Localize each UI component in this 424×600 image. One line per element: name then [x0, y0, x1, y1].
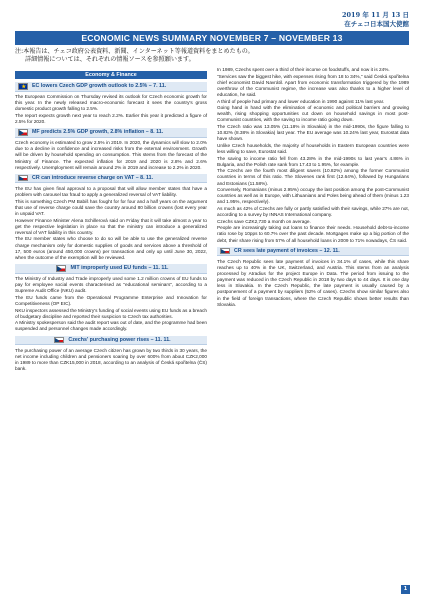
czech-flag-icon: [220, 248, 230, 255]
czech-flag-icon: [18, 175, 28, 182]
article-paragraph: The Czech Republic sees late payment of invoices in 34.1% of cases, while this share reaches up to 40% in the UK, Switzerland, and Austria. This stems from an analysis processed by Atradius for the project Europe in Data. The period from issuing to the payment was reduced in the Czech Republic in 2018 by two days to 44 days. It is one day less in Slovakia. In the Czech Republic, the late payment is usually caused by a postponement of a payment by suppliers (52% of cases). Czechs show similar figures also in the field of foreign transactions, where the Czech Republic shows better results than Slovakia.: [217, 258, 409, 307]
article-paragraph: The Czechs are the fourth most diligent savers (10.82%) among the former Communist countries in terms of this ratio. The Slovenes rank first (12.64%), followed by Hungarians and Estonians (11.58%).: [217, 168, 409, 186]
article-paragraph: This is something Czech PM Babiš has fought for for four and a half years on the argument that use of reverse charge could save the country around 80 billion crowns (lost every year in unpaid VAT.: [15, 198, 207, 216]
article-paragraph: The EU has given final approval to a proposal that will allow member states that have a problem with carousel tax fraud to apply a generalized reversal of VAT liability.: [15, 185, 207, 198]
article-paragraph: "Services saw the biggest hike, with expenses rising from 18 to 34%," said Česká spořitelna chief economist David Navrátil. Apart from economic transformation triggered by the 1989 overthrow of the Communist regime, the increase was also thanks to a higher level of education, he said.: [217, 73, 409, 98]
note-line-2: 詳細情報については、それぞれの情報ソースを参照願います。: [25, 55, 195, 63]
article-paragraph: The Ministry of Industry and Trade improperly used some 1.2 million crowns of EU funds to pay for employee social events characterised as "educational seminars", according to a Supreme Audit Office (NKU) audit.: [15, 276, 207, 294]
article-paragraph: The EU funds came from the Operational Programme Enterprise and Innovation for Competitiveness (OP EIC).: [15, 294, 207, 307]
article-paragraph: Czechs save CZK2,730 a month on average.: [217, 218, 311, 224]
czech-flag-icon: [54, 337, 64, 344]
article-header-gdp-outlook: [15, 82, 207, 92]
article-paragraph: Czech economy is estimated to grow 2.5% in 2019. In 2020, the dynamics will slow to 2.0% due to a decline in confidence and increased risks from the external environment. Growth will be driven by household spending on consumption. This stems from the forecast of the Ministry of Finance. The expected inflation for 2019 and 2020 is 2.8% and 2.6% respectively. Unemployment will remain around 2% in 2019 and increase to 2.2% in 2020.: [15, 140, 207, 170]
article-paragraph: The European Commission on Thursday revised its outlook for Czech economic growth for this year. In the newly released macro-economic forecast it sees the country's gross domestic product growth falling to 2.5%.: [15, 94, 207, 112]
article-paragraph: The purchasing power of an average Czech citizen has grown by two thirds in 30 years, the net income including children and pensioners soaring by over 600% from about CZK2,000 in 1989 to more than CZK15,000 in 2018, according to an analysis of Česká spořitelna (ČS) bank.: [15, 347, 207, 372]
article-headline: Czechs' purchasing power rises – 11. 11.: [68, 336, 171, 343]
article-header-purchasing-power: [15, 336, 207, 346]
report-date: 2019 年 11 月 13 日: [342, 11, 409, 19]
article-paragraph: As much as 42% of Czechs are fully or partly satisfied with their savings, while 27% are not, according to a survey by INNAS International company.: [217, 205, 409, 218]
article-paragraph: The saving to income ratio fell from 43.28% in the mid-1990s to last year's 4.86% in Bulgaria, and the Polish rate sank from 17.43 to 1.95%, for example.: [217, 155, 409, 167]
embassy-name: 在チェコ日本国大使館: [344, 20, 409, 28]
article-paragraph: People are increasingly taking out loans to finance their needs. Household debt-to-income ratio rose by 10pps to 60.7% over the past decade. Mortgages make up a big portion of the debt, their share rising from 57% of all household loans in 2009 to 71% nowadays, ČS said.: [217, 225, 409, 243]
article-headline: CR can introduce reverse charge on VAT – 8. 11.: [32, 175, 154, 182]
left-column: [15, 71, 207, 373]
article-headline: MF predicts 2.5% GDP growth, 2.8% inflation – 8. 11.: [32, 129, 164, 136]
article-paragraph: The EU member states who choose to do so will be able to use the generalized reverse charge mechanism only for domestic supplies of goods and services above a threshold of 17, 500 euros (around 450,000 crowns) per transaction and only up until June 30, 2022, when the outcome of the exemption will be reviewed.: [15, 236, 207, 260]
article-headline: EC lowers Czech GDP growth outlook to 2.5% – 7. 11.: [32, 83, 167, 90]
article-header-late-payments: [217, 247, 409, 257]
article-paragraph: A Ministry spokesperson said the audit report was out of date, and the programme had been suspended and personnel changes made accordingly.: [15, 320, 207, 332]
article-header-mf-forecast: [15, 128, 207, 138]
category-heading: Economy & Finance: [15, 71, 207, 79]
article-header-mit-eu-funds: [15, 264, 207, 274]
article-paragraph: However Finance Minister Alena Schillerová said on Friday that it will take almost a year to get the respective legislation in place so that the ministry can introduce a generalized reversal of VAT liability in this country.: [15, 217, 207, 235]
czech-flag-icon: [56, 265, 66, 272]
page-number: 1: [401, 585, 410, 594]
note-line-1: 注:本報告は、チェコ政府公表資料、新聞、インターネット等報道資料をまとめたもの。: [15, 48, 254, 55]
right-column: [217, 67, 409, 308]
article-paragraph: Unlike Czech households, the majority of households in Eastern European countries were less willing to save, Eurostat said.: [217, 142, 409, 154]
eu-flag-icon: [18, 83, 28, 90]
article-paragraph: In 1989, Czechs spent over a third of their income on foodstuffs, and now it is 24%.: [217, 67, 390, 72]
article-headline: CR sees late payment of invoices – 12. 11.: [234, 247, 340, 254]
page-title: ECONOMIC NEWS SUMMARY NOVEMBER 7 – NOVEMBER 13: [15, 31, 409, 45]
disclaimer-note: [15, 48, 409, 63]
article-paragraph: The report expects growth next year to reach 2.2%. Earlier this year it predicted a figure of 2.5% for 2020.: [15, 112, 207, 125]
article-paragraph: NKU inspectors assessed the Ministry's funding of social events using EU funds as a breach of budgetary discipline and reported their suspicion to Czech tax authorities.: [15, 307, 207, 319]
article-paragraph: The Czech ratio was 13.05% (11.18% in Slovakia) in the mid-1990s, the figure falling to 10.82% (8.38% in Slovakia) last year. The EU average was 10.24% last year, Eurostat data have shown.: [217, 123, 409, 142]
article-headline: MIT improperly used EU funds – 11. 11.: [70, 265, 169, 272]
article-paragraph: A third of people had primary and lower education in 1990 against 11% last year.: [217, 98, 385, 104]
czech-flag-icon: [18, 129, 28, 136]
article-header-reverse-charge: [15, 174, 207, 184]
article-paragraph: Going hand in hand with the elimination of economic and political barriers and growing wealth, rising shopping opportunities cut down on household savings in most post-Communist countries, with the saving to income ratio going down.: [217, 105, 409, 123]
article-paragraph: Conversely, Romanians (minus 2.95%) occupy the last position among the post-Communist countries as well as in Europe, with Lithuanians and Poles being ahead of them (minus 1.23 and 1.95%, respectively).: [217, 187, 409, 205]
